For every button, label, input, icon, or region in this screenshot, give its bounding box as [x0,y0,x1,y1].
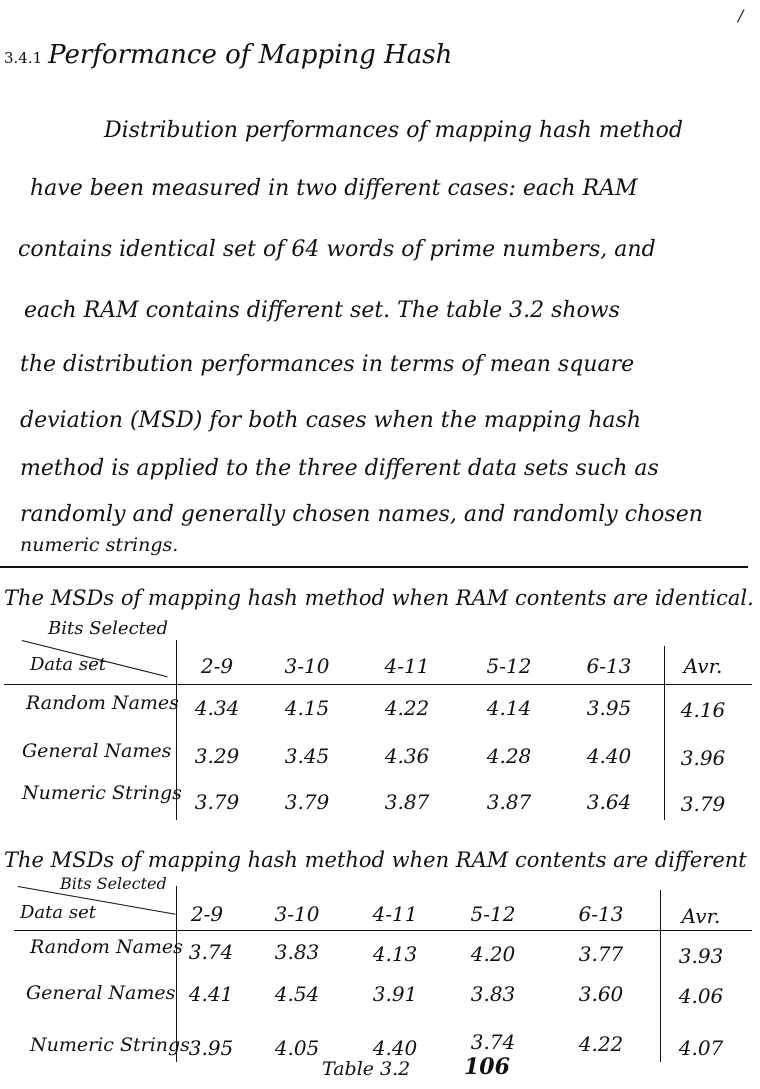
row-label: Numeric Strings [30,1034,190,1056]
header-rule [14,930,752,931]
row-label: Numeric Strings [22,782,182,804]
paragraph-line: randomly and generally chosen names, and randomly chosen [20,502,703,527]
table-cell: 4.07 [678,1036,724,1060]
table-cell: 3.79 [194,790,240,814]
table-cell: 3.29 [194,744,240,768]
table-cell: 3.79 [680,792,726,816]
column-header: 3-10 [274,902,320,926]
paragraph-line: deviation (MSD) for both cases when the mapping hash [20,408,641,433]
table-cell: 3.93 [678,944,724,968]
column-header: 4-11 [372,902,418,926]
table-cell: 4.36 [384,744,430,768]
table-cell: 3.91 [372,982,418,1006]
table-cell: 4.05 [274,1036,320,1060]
table-cell: 4.34 [194,696,240,720]
page-number: 106 [464,1054,510,1080]
table-cell: 3.74 [470,1030,516,1054]
table-cell: 4.40 [372,1036,418,1060]
table-cell: 3.45 [284,744,330,768]
corner-header-bottom: Data set [20,902,96,923]
header-rule [4,684,752,685]
table-cell: 3.77 [578,942,624,966]
table-cell: 3.64 [586,790,632,814]
table-label: Table 3.2 [322,1058,411,1080]
table-cell: 4.20 [470,942,516,966]
table-caption: The MSDs of mapping hash method when RAM contents are identical. [4,586,754,610]
section-heading [4,40,452,70]
column-header: 4-11 [384,654,430,678]
table-cell: 3.87 [384,790,430,814]
column-header: 2-9 [200,654,234,678]
table-cell: 4.22 [578,1032,624,1056]
paragraph-line: have been measured in two different cases: each RAM [30,176,638,201]
table-cell: 3.60 [578,982,624,1006]
table-cell: 3.96 [680,746,726,770]
corner-header-bottom: Data set [30,654,106,675]
column-header: Avr. [683,654,723,678]
table-cell: 3.83 [470,982,516,1006]
section-title: Performance of Mapping Hash [48,40,453,70]
row-label: Random Names [26,692,179,714]
paragraph-line: Distribution performances of mapping hash method [104,118,683,143]
table-cell: 3.79 [284,790,330,814]
paragraph-line: numeric strings. [20,534,179,556]
table-cell: 3.74 [188,940,234,964]
row-label: Random Names [30,936,183,958]
paragraph-line: contains identical set of 64 words of prime numbers, and [18,237,656,262]
table-cell: 4.15 [284,696,330,720]
table-caption: The MSDs of mapping hash method when RAM contents are different [4,848,747,872]
separator-rule [0,566,748,568]
table-cell: 4.40 [586,744,632,768]
paragraph-line: method is applied to the three different data sets such as [20,456,659,481]
paragraph-line: each RAM contains different set. The table 3.2 shows [24,298,620,323]
table-cell: 4.28 [486,744,532,768]
table-cell: 4.13 [372,942,418,966]
column-header: 3-10 [284,654,330,678]
table-cell: 4.41 [188,982,234,1006]
table-cell: 3.95 [188,1036,234,1060]
column-header: 6-13 [578,902,624,926]
column-header: Avr. [681,904,721,928]
table-cell: 4.16 [680,698,726,722]
corner-header-top: Bits Selected [60,874,167,893]
corner-mark: / [738,6,744,25]
table-cell: 4.06 [678,984,724,1008]
table-cell: 4.14 [486,696,532,720]
paragraph-line: the distribution performances in terms of mean square [20,352,635,377]
section-number: 3.4.1 [4,49,43,67]
corner-header-top: Bits Selected [48,618,169,639]
row-label: General Names [22,740,172,762]
column-header: 5-12 [470,902,516,926]
table-cell: 3.83 [274,940,320,964]
table-cell: 4.22 [384,696,430,720]
table-cell: 3.95 [586,696,632,720]
column-header: 2-9 [190,902,224,926]
row-label: General Names [26,982,176,1004]
column-header: 5-12 [486,654,532,678]
table-cell: 3.87 [486,790,532,814]
table-cell: 4.54 [274,982,320,1006]
column-header: 6-13 [586,654,632,678]
